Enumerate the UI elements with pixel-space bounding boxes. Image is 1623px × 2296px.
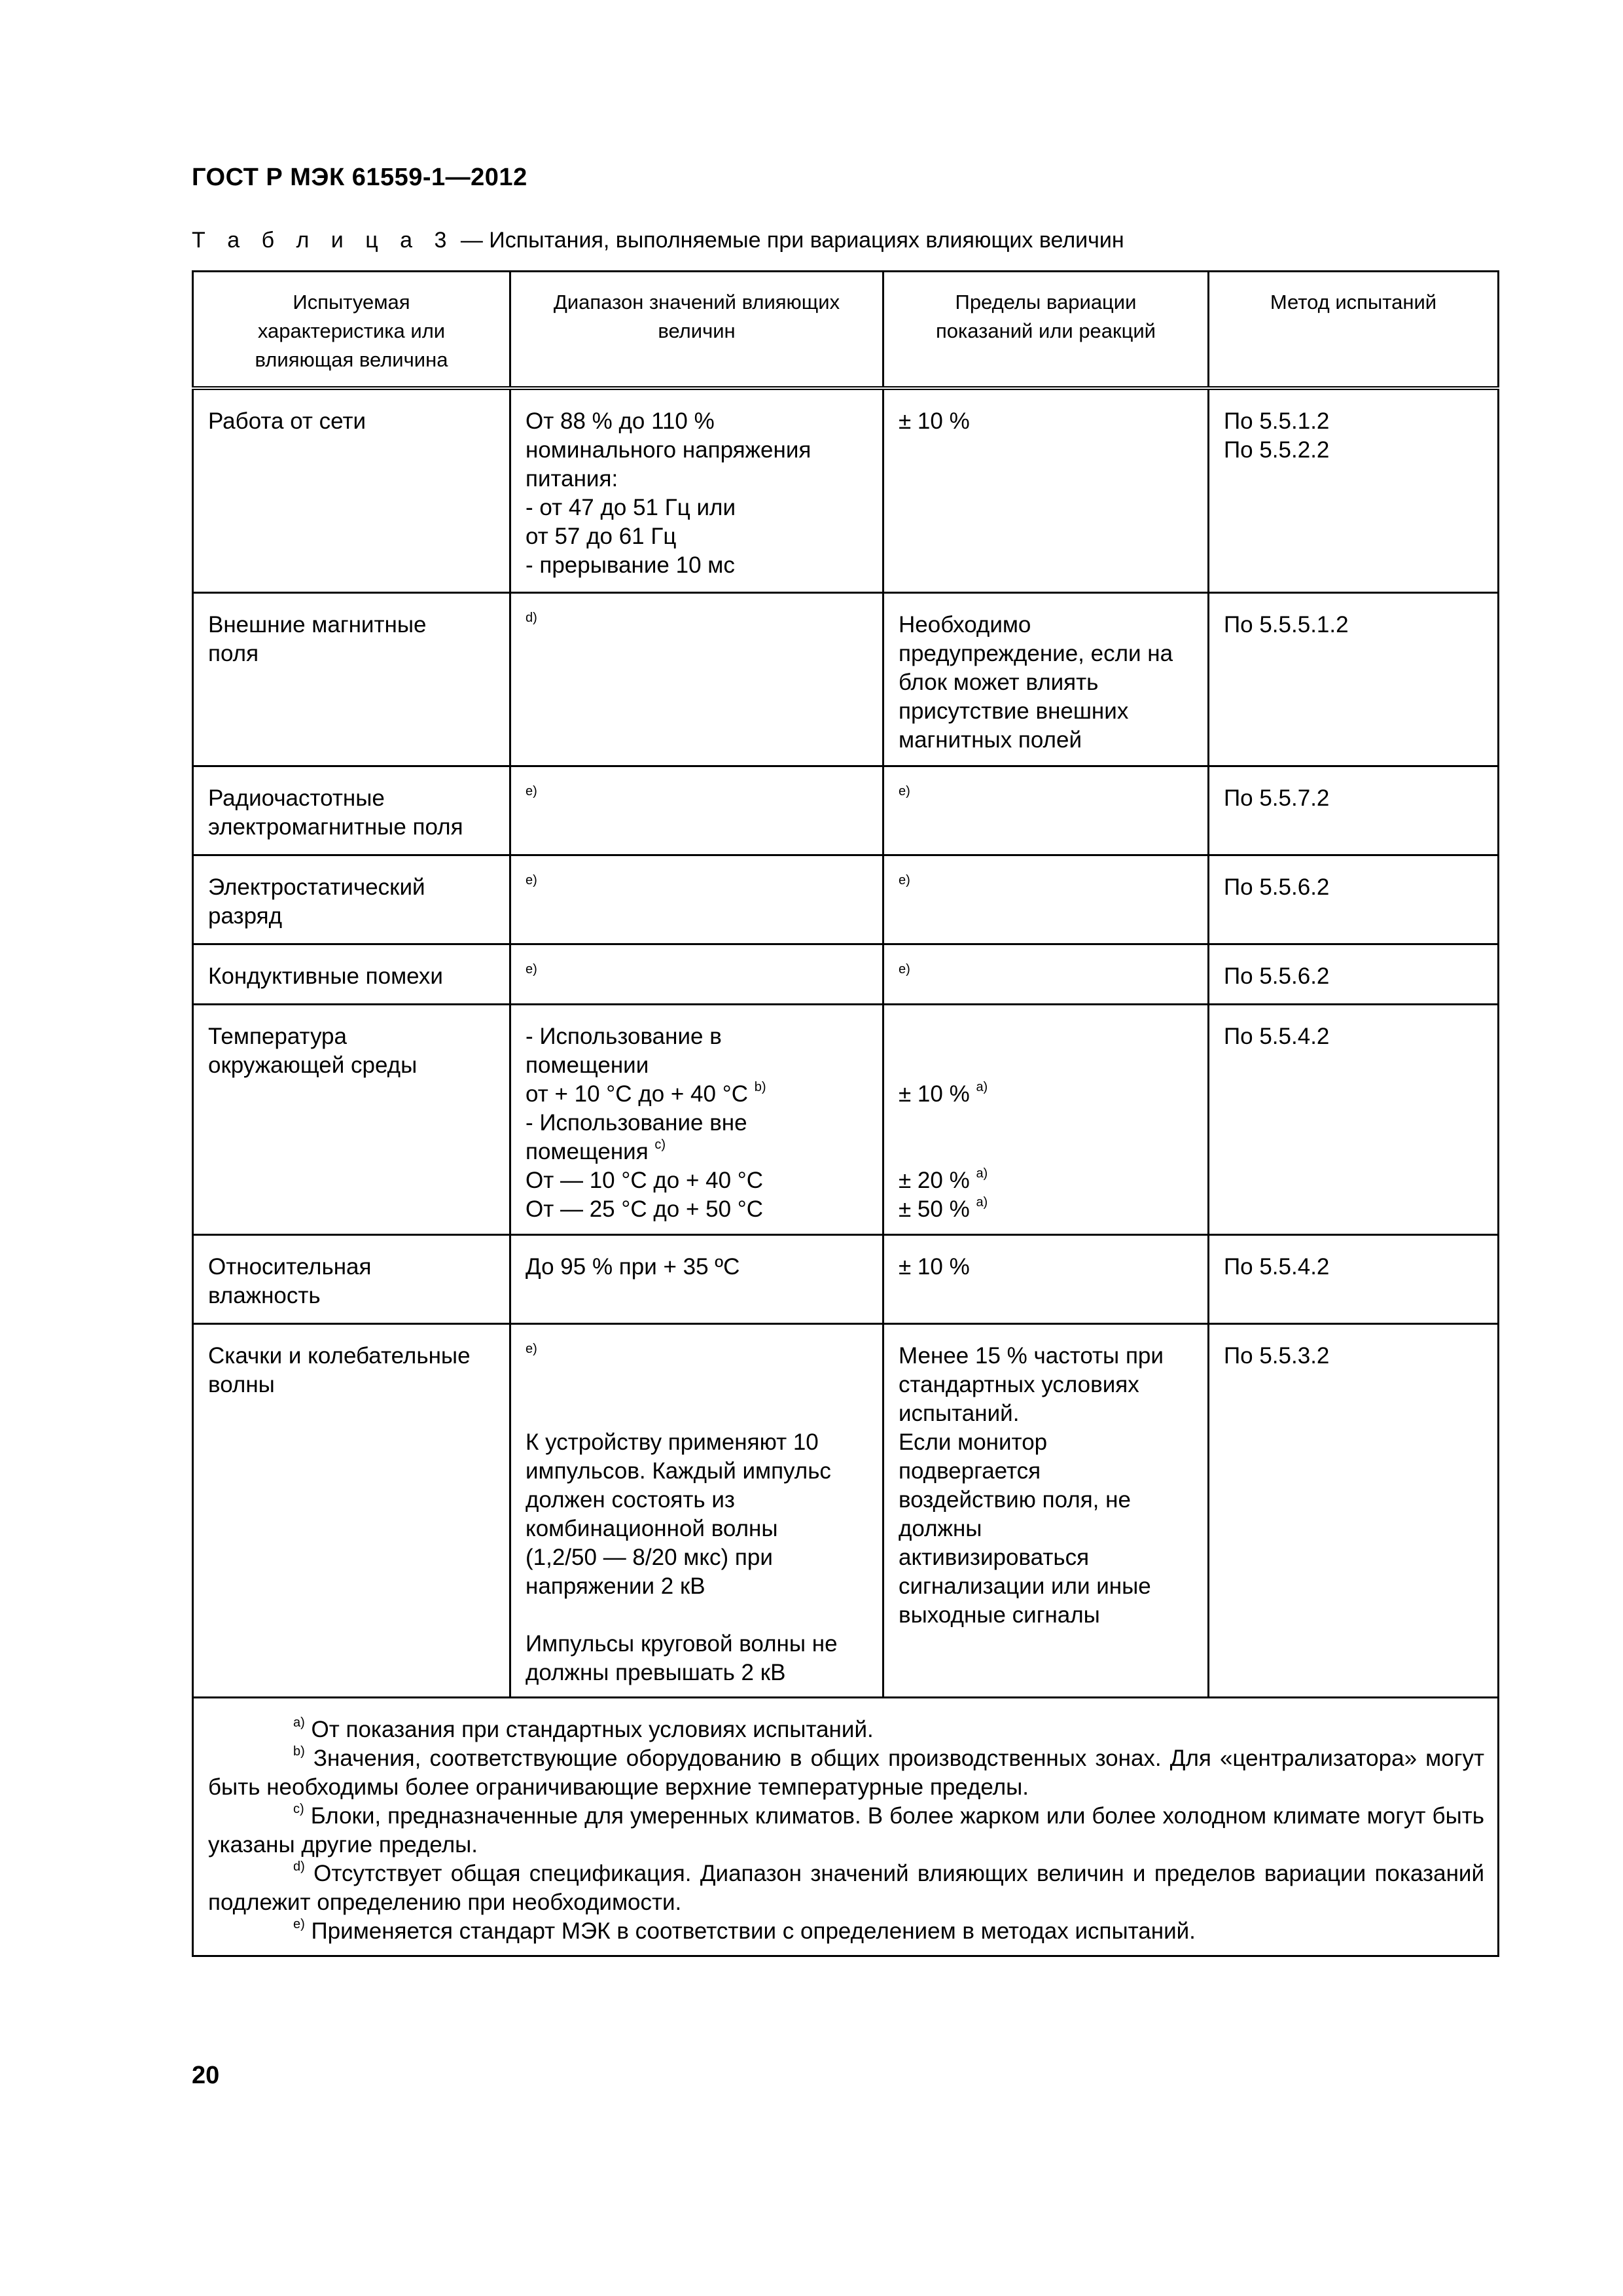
cell-line: напряжении 2 кВ [526, 1573, 705, 1599]
cell-line: подвергается [899, 1458, 1041, 1484]
cell-range [510, 388, 883, 592]
table-note: $^{d)}$ Отсутствует общая спецификация. Диапазон значений влияющих величин и пределов вариации показаний подлежит определению при необходимости. [208, 1859, 1484, 1915]
cell-line: Температура [208, 1023, 347, 1049]
cell-line: Относительная [208, 1253, 372, 1280]
range-line: от + 10 °С до + 40 °С [526, 1081, 755, 1107]
header-characteristic [193, 272, 510, 389]
cell-line: величин [658, 319, 736, 342]
cell-line: Испытуемая [293, 291, 410, 314]
cell-line: окружающей среды [208, 1052, 418, 1078]
cell-line: показаний или реакций [936, 319, 1156, 342]
cell-line: По 5.5.4.2 [1224, 1253, 1330, 1280]
cell-line: волны [208, 1371, 275, 1397]
cell-method [1209, 1004, 1499, 1234]
cell-line: номинального напряжения [526, 437, 812, 463]
cell-characteristic [193, 1323, 510, 1697]
cell-line: испытаний. [899, 1400, 1020, 1426]
table-row [193, 1323, 1499, 1697]
document-header: ГОСТ Р МЭК 61559-1—2012 [192, 164, 527, 191]
cell-line: влияющая величина [255, 348, 448, 371]
table-note: $^{e)}$ Применяется стандарт МЭК в соответствии с определением в методах испытаний. [293, 1916, 1196, 1944]
table-label: Т а б л и ц а 3 [192, 228, 455, 253]
cell-line: Пределы вариации [955, 291, 1137, 314]
footnote-ref: d) [526, 610, 537, 625]
cell-characteristic [193, 388, 510, 592]
header-limits [883, 272, 1209, 389]
cell-characteristic [193, 766, 510, 855]
cell-line: По 5.5.7.2 [1224, 785, 1330, 811]
cell-line: По 5.5.4.2 [1224, 1023, 1330, 1049]
cell-line: предупреждение, если на [899, 640, 1173, 666]
cell-method [1209, 855, 1499, 944]
cell-line: поля [208, 640, 259, 666]
table-row [193, 1004, 1499, 1234]
table-header-row [193, 272, 1499, 389]
footnote-ref: e) [899, 961, 910, 977]
cell-limits [883, 1004, 1209, 1234]
cell-characteristic [193, 1004, 510, 1234]
cell-line: выходные сигналы [899, 1602, 1100, 1628]
table-row [193, 944, 1499, 1004]
cell-range [510, 766, 883, 855]
limit-value: ± 50 % [899, 1196, 976, 1222]
table-caption [192, 228, 1124, 253]
cell-characteristic [193, 855, 510, 944]
cell-line: К устройству применяют 10 [526, 1429, 819, 1455]
cell-line: - от 47 до 51 Гц или [526, 495, 736, 520]
cell-line: должны превышать 2 кВ [526, 1659, 786, 1685]
cell-line: электромагнитные поля [208, 814, 463, 840]
cell-line: разряд [208, 903, 283, 929]
footnote-ref: c) [654, 1137, 666, 1152]
range-line: От — 10 °С до + 40 °С [526, 1167, 764, 1193]
cell-line: магнитных полей [899, 726, 1082, 753]
tests-table [192, 270, 1499, 1957]
cell-line: Метод испытаний [1270, 291, 1437, 314]
cell-limits [883, 1234, 1209, 1323]
footnote-ref: b) [754, 1079, 766, 1094]
cell-characteristic [193, 1234, 510, 1323]
cell-line: По 5.5.6.2 [1224, 963, 1330, 989]
cell-line: Менее 15 % частоты при [899, 1342, 1164, 1369]
cell-line: Внешние магнитные [208, 611, 427, 637]
limit-value: ± 10 % [899, 1081, 976, 1107]
cell-line: Электростатический [208, 874, 425, 900]
cell-range [510, 1323, 883, 1697]
cell-limits [883, 592, 1209, 766]
cell-line: По 5.5.6.2 [1224, 874, 1330, 900]
cell-characteristic [193, 944, 510, 1004]
cell-method [1209, 944, 1499, 1004]
cell-line: Работа от сети [208, 408, 366, 434]
table-row [193, 388, 1499, 592]
cell-method [1209, 388, 1499, 592]
cell-limits [883, 855, 1209, 944]
cell-line: Импульсы круговой волны не [526, 1630, 838, 1657]
cell-line: Диапазон значений влияющих [553, 291, 840, 314]
footnote-ref: e) [899, 783, 910, 798]
cell-line: присутствие внешних [899, 698, 1129, 724]
limit-value: ± 20 % [899, 1167, 976, 1193]
cell-line: ± 10 % [899, 408, 970, 434]
cell-line: Радиочастотные [208, 785, 385, 811]
cell-limits [883, 766, 1209, 855]
cell-line: питания: [526, 466, 618, 492]
cell-line: - прерывание 10 мс [526, 552, 735, 578]
table-title: — Испытания, выполняемые при вариациях влияющих величин [454, 228, 1124, 253]
page-number: 20 [192, 2062, 220, 2089]
table-note: $^{c)}$ Блоки, предназначенные для умеренных климатов. В более жарком или более холодном климате могут быть указаны другие пределы. [208, 1801, 1484, 1857]
header-method [1209, 272, 1499, 389]
cell-line: Необходимо [899, 611, 1031, 637]
cell-line: должны [899, 1515, 982, 1541]
cell-range [510, 1004, 883, 1234]
table-note: $^{b)}$ Значения, соответствующие оборудованию в общих производственных зонах. Для «централизатора» могут быть необходимы более ограничивающие верхние температурные пределы. [208, 1744, 1484, 1800]
footnote-ref: e) [526, 872, 537, 888]
cell-method [1209, 1234, 1499, 1323]
cell-line: комбинационной волны [526, 1515, 778, 1541]
cell-line: от 57 до 61 Гц [526, 524, 677, 549]
cell-line: Кондуктивные помехи [208, 963, 443, 989]
cell-range [510, 855, 883, 944]
range-line: - Использование вне [526, 1109, 747, 1136]
cell-line: воздействию поля, не [899, 1486, 1131, 1513]
cell-line: От 88 % до 110 % [526, 408, 715, 434]
footnote-ref: e) [526, 1341, 537, 1356]
cell-line: Скачки и колебательные [208, 1342, 471, 1369]
cell-method [1209, 1323, 1499, 1697]
cell-range [510, 944, 883, 1004]
cell-line: Если монитор [899, 1429, 1048, 1455]
table-row [193, 766, 1499, 855]
cell-line: характеристика или [257, 319, 446, 342]
table-note: $^{a)}$ От показания при стандартных условиях испытаний. [293, 1715, 874, 1742]
range-line: помещения [526, 1138, 655, 1164]
cell-line: блок может влиять [899, 669, 1099, 695]
cell-line: стандартных условиях [899, 1371, 1139, 1397]
cell-method [1209, 592, 1499, 766]
footnote-ref: e) [899, 872, 910, 888]
cell-method [1209, 766, 1499, 855]
table-notes [193, 1697, 1499, 1956]
footnote-ref: a) [976, 1079, 988, 1094]
cell-limits [883, 1323, 1209, 1697]
cell-line: (1,2/50 — 8/20 мкс) при [526, 1544, 773, 1570]
table-row [193, 592, 1499, 766]
range-line: помещении [526, 1052, 649, 1078]
cell-range [510, 592, 883, 766]
footnote-ref: e) [526, 783, 537, 798]
footnote-ref: a) [976, 1194, 988, 1210]
cell-line: По 5.5.5.1.2 [1224, 611, 1349, 637]
table-row [193, 855, 1499, 944]
cell-line: До 95 % при + 35 ºС [526, 1253, 740, 1280]
cell-line: должен состоять из [526, 1486, 735, 1513]
range-line: - Использование в [526, 1023, 722, 1049]
table-row [193, 1234, 1499, 1323]
footnote-ref: e) [526, 961, 537, 977]
cell-line: ± 10 % [899, 1253, 970, 1280]
range-line: От — 25 °С до + 50 °С [526, 1196, 764, 1222]
cell-range [510, 1234, 883, 1323]
cell-line: сигнализации или иные [899, 1573, 1151, 1599]
cell-line: активизироваться [899, 1544, 1090, 1570]
cell-line: влажность [208, 1282, 321, 1308]
footnote-ref: a) [976, 1166, 988, 1181]
cell-limits [883, 944, 1209, 1004]
cell-line: По 5.5.1.2 [1224, 408, 1330, 434]
header-range [510, 272, 883, 389]
cell-line: импульсов. Каждый импульс [526, 1458, 831, 1484]
cell-characteristic [193, 592, 510, 766]
cell-line: По 5.5.3.2 [1224, 1342, 1330, 1369]
table-notes-row [193, 1697, 1499, 1956]
cell-line: По 5.5.2.2 [1224, 437, 1330, 463]
cell-limits [883, 388, 1209, 592]
